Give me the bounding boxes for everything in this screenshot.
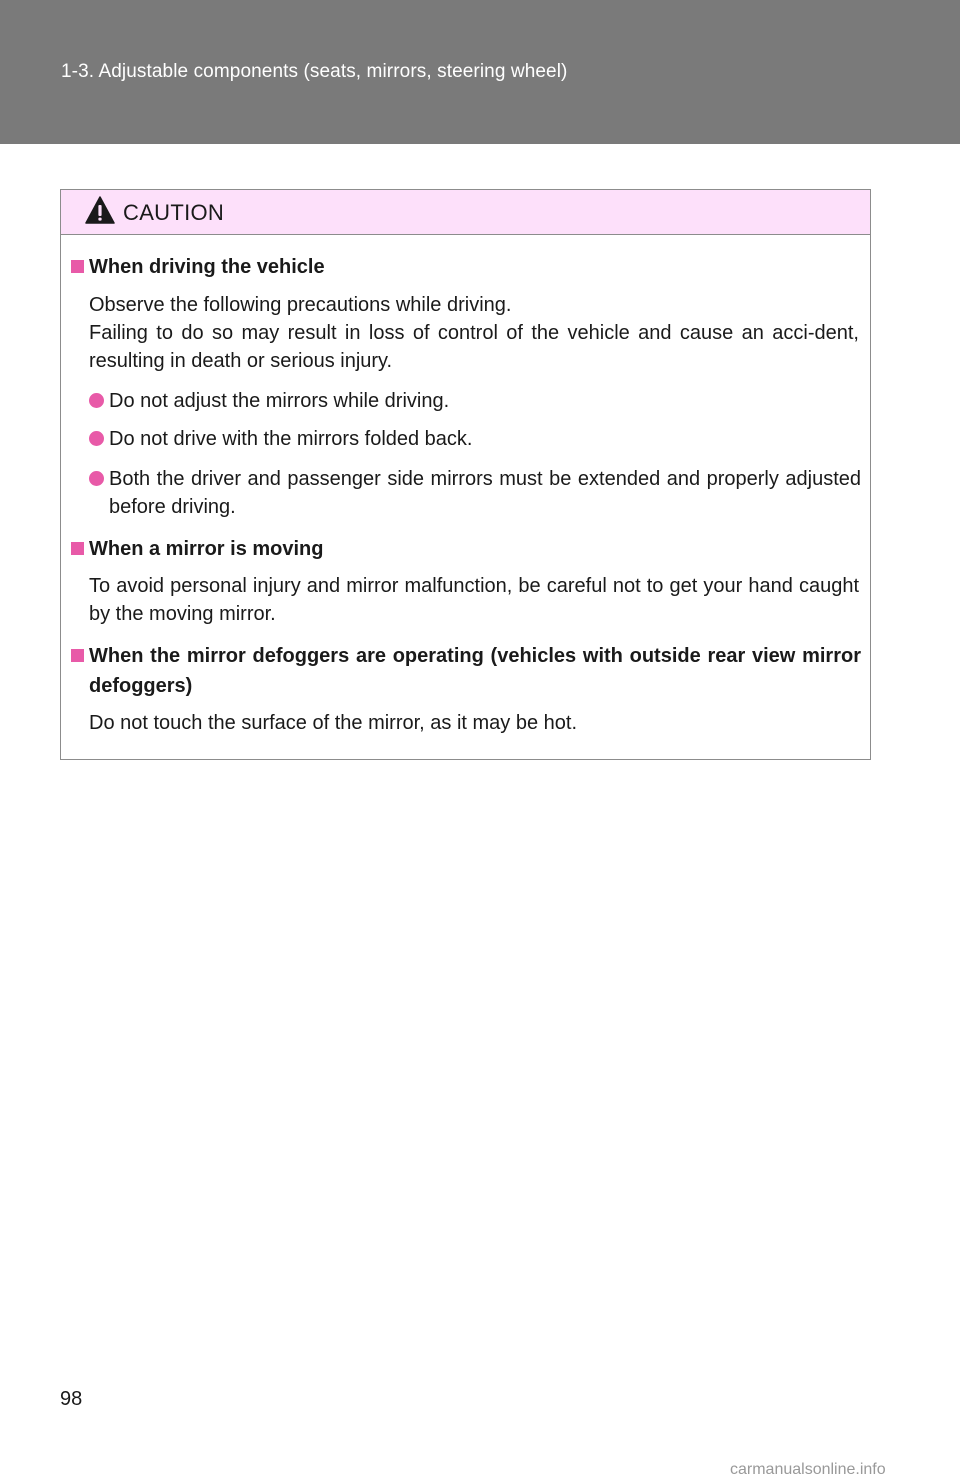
circle-bullet-icon: [89, 393, 104, 408]
section-heading: When driving the vehicle: [71, 252, 861, 282]
warning-triangle-icon: [85, 196, 115, 224]
caution-title: CAUTION: [123, 200, 225, 225]
section-title: 1-3. Adjustable components (seats, mirrors, steering wheel): [61, 61, 568, 82]
circle-bullet-icon: [89, 471, 104, 486]
square-bullet-icon: [71, 542, 84, 555]
circle-bullet-icon: [89, 431, 104, 446]
bullet-item: Do not drive with the mirrors folded back.: [89, 425, 861, 453]
section-body: Do not touch the surface of the mirror, as it may be hot.: [89, 712, 578, 734]
section-heading: When a mirror is moving: [71, 534, 861, 564]
caution-header: [61, 190, 870, 235]
page-header: [0, 0, 960, 144]
section-body: To avoid personal injury and mirror malfunction, be careful not to get your hand caught by the moving mirror.: [89, 575, 859, 625]
section-intro: Observe the following precautions while driving.: [89, 294, 512, 316]
square-bullet-icon: [71, 260, 84, 273]
section-detail: Failing to do so may result in loss of control of the vehicle and cause an acci-dent, resulting in death or serious injury.: [89, 322, 859, 372]
watermark: carmanualsonline.info: [730, 1461, 886, 1478]
caution-box: [60, 189, 871, 760]
bullet-item: Both the driver and passenger side mirrors must be extended and properly adjusted before driving.: [89, 465, 861, 521]
square-bullet-icon: [71, 649, 84, 662]
page-number: 98: [60, 1388, 83, 1410]
section-heading: When the mirror defoggers are operating (vehicles with outside rear view mirror defoggers): [71, 641, 861, 701]
bullet-item: Do not adjust the mirrors while driving.: [89, 387, 861, 415]
